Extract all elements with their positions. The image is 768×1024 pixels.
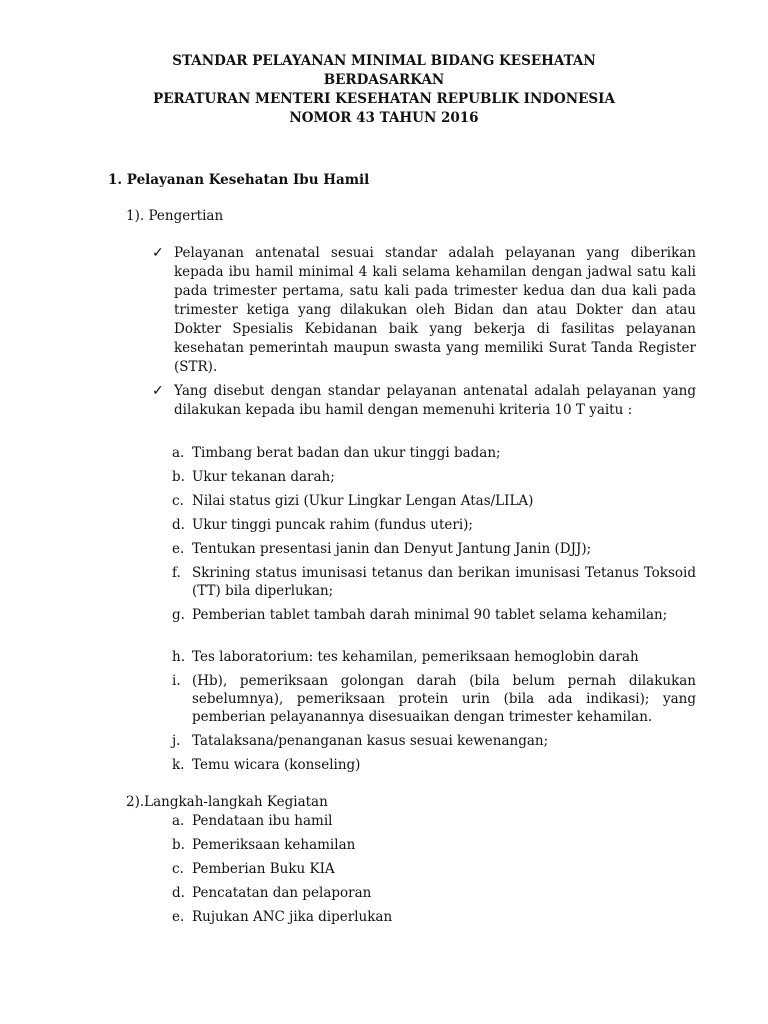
list-text: (Hb), pemeriksaan golongan darah (bila belum pernah dilakukan sebelumnya), pemeriksaan protein urin (bila ada indikasi); yang pemberian pelayanannya disesuaikan dengan trimester kehamilan.	[192, 673, 696, 725]
list-text: Timbang berat badan dan ukur tinggi badan;	[192, 445, 501, 461]
criteria-intro-paragraph: Yang disebut dengan standar pelayanan antenatal adalah pelayanan yang dilakukan kepada ibu hamil dengan memenuhi kriteria 10 T yaitu :	[174, 383, 696, 418]
list-letter: i.	[172, 673, 181, 689]
definition-paragraph: Pelayanan antenatal sesuai standar adalah pelayanan yang diberikan kepada ibu hamil minimal 4 kali selama kehamilan dengan jadwal satu kali pada trimester pertama, satu kali pada trimester kedua dan dua kali pada trimester ketiga yang dilakukan oleh Bidan dan atau Dokter dan atau Dokter Spesialis Kebidanan baik yang bekerja di fasilitas pelayanan kesehatan pemerintah maupun swasta yang memiliki Surat Tanda Register (STR).	[174, 245, 696, 375]
list-letter: a.	[172, 813, 185, 829]
list-text: Tatalaksana/penanganan kasus sesuai kewenangan;	[192, 733, 549, 749]
list-item	[172, 908, 572, 932]
list-text: Ukur tekanan darah;	[192, 469, 335, 485]
list-letter: d.	[172, 885, 185, 901]
list-item	[172, 468, 696, 492]
section-heading: 1. Pelayanan Kesehatan Ibu Hamil	[108, 172, 370, 188]
list-text: Pendataan ibu hamil	[192, 813, 333, 829]
list-text: Pemberian Buku KIA	[192, 861, 335, 877]
list-item	[172, 648, 696, 672]
list-item	[172, 884, 572, 908]
title-line: NOMOR 43 TAHUN 2016	[289, 110, 479, 126]
pengertian-heading: 1). Pengertian	[126, 208, 224, 224]
list-letter: d.	[172, 517, 185, 533]
list-item	[172, 732, 696, 756]
list-item	[172, 672, 696, 732]
list-item	[172, 564, 696, 606]
list-item	[172, 756, 696, 780]
list-item	[172, 444, 696, 468]
langkah-heading: 2).Langkah-langkah Kegiatan	[126, 794, 328, 810]
title-line: BERDASARKAN	[323, 72, 445, 88]
list-letter: c.	[172, 493, 184, 509]
list-text: Nilai status gizi (Ukur Lingkar Lengan Atas/LILA)	[192, 493, 534, 509]
list-text: Tentukan presentasi janin dan Denyut Jantung Janin (DJJ);	[192, 541, 592, 557]
check-mark-icon: ✓	[152, 245, 164, 261]
list-letter: b.	[172, 837, 185, 853]
list-item	[172, 606, 696, 648]
list-letter: b.	[172, 469, 185, 485]
list-text: Pemeriksaan kehamilan	[192, 837, 356, 853]
list-text: Ukur tinggi puncak rahim (fundus uteri);	[192, 517, 473, 533]
list-item	[172, 812, 572, 836]
list-text: Temu wicara (konseling)	[192, 757, 361, 773]
list-item	[172, 860, 572, 884]
list-letter: e.	[172, 909, 185, 925]
check-mark-icon: ✓	[152, 383, 164, 399]
list-text: Skrining status imunisasi tetanus dan berikan imunisasi Tetanus Toksoid (TT) bila diperlukan;	[192, 565, 696, 599]
list-letter: h.	[172, 649, 185, 665]
title-line: PERATURAN MENTERI KESEHATAN REPUBLIK INDONESIA	[153, 91, 615, 107]
list-text: Rujukan ANC jika diperlukan	[192, 909, 393, 925]
list-letter: j.	[172, 733, 181, 749]
steps-list	[172, 812, 572, 932]
list-item	[172, 836, 572, 860]
list-letter: f.	[172, 565, 181, 581]
list-item	[172, 540, 696, 564]
list-text: Pemberian tablet tambah darah minimal 90 tablet selama kehamilan;	[192, 607, 668, 623]
list-letter: k.	[172, 757, 185, 773]
list-text: Pencatatan dan pelaporan	[192, 885, 372, 901]
document-title	[60, 52, 708, 128]
list-text: Tes laboratorium: tes kehamilan, pemeriksaan hemoglobin darah	[192, 649, 639, 665]
list-letter: c.	[172, 861, 184, 877]
list-letter: e.	[172, 541, 185, 557]
list-item	[172, 516, 696, 540]
list-letter: g.	[172, 607, 185, 623]
title-line: STANDAR PELAYANAN MINIMAL BIDANG KESEHATAN	[172, 53, 596, 69]
criteria-list	[172, 444, 696, 780]
list-letter: a.	[172, 445, 185, 461]
list-item	[172, 492, 696, 516]
